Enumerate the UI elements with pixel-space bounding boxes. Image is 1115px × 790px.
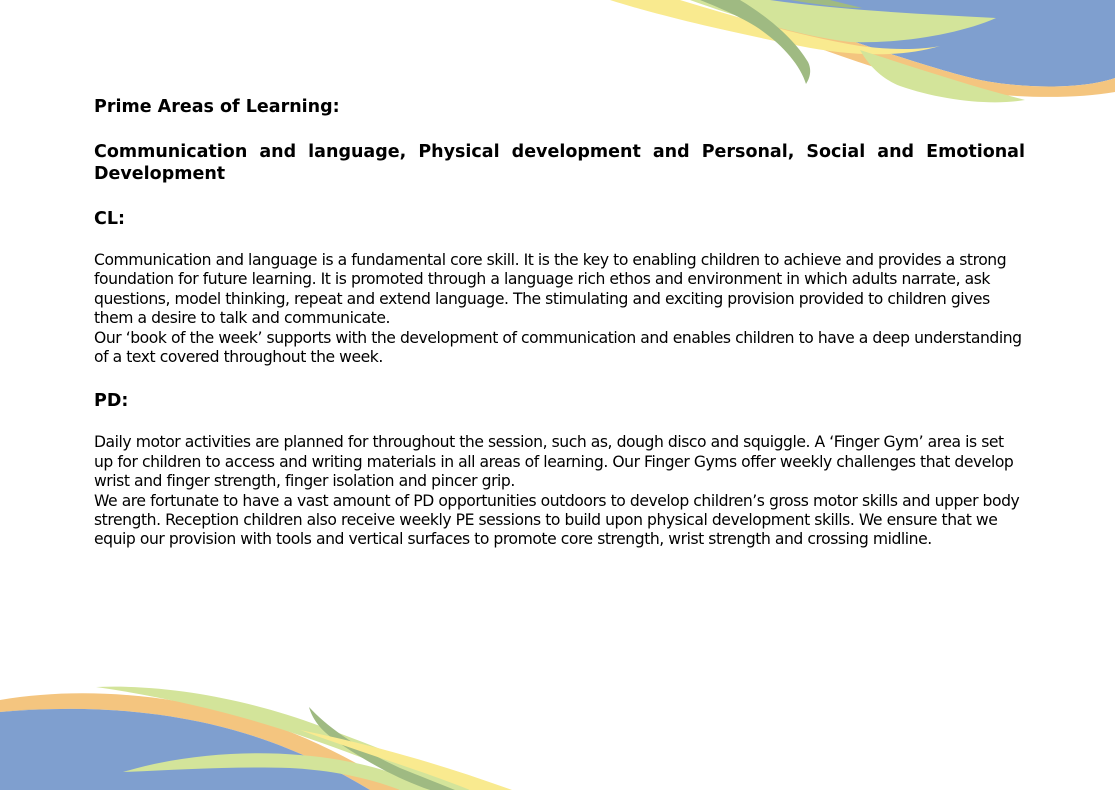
cl-paragraph-1: Communication and language is a fundamental core skill. It is the key to enabling children to achieve and provides a strong foundation for future learning. It is promoted through a language rich ethos and environment in which adults narrate, ask questions, model thinking, repeat and extend language. The stimulating and exciting provision provided to children gives them a desire to talk and communicate.	[94, 251, 1007, 328]
top-yellow-stroke	[610, 0, 940, 54]
top-right-swoosh	[610, 0, 1115, 102]
top-dark-green-stroke-2	[790, 0, 862, 8]
section-pd	[94, 390, 1025, 549]
bottom-light-green-stroke	[96, 687, 470, 790]
section-cl	[94, 208, 1025, 367]
page-subtitle: Communication and language, Physical development and Personal, Social and Emotional Development	[94, 142, 1025, 184]
bottom-light-green-stroke-2	[123, 753, 430, 790]
top-light-green-stroke	[690, 0, 996, 42]
bottom-orange-stroke	[0, 693, 400, 790]
top-blue-shape	[735, 0, 1115, 87]
page-title: Prime Areas of Learning:	[94, 97, 340, 117]
top-dark-green-stroke	[700, 0, 810, 84]
top-light-green-stroke-2	[860, 50, 1025, 102]
bottom-dark-green-stroke	[309, 707, 455, 790]
section-heading-pd: PD:	[94, 391, 129, 412]
bottom-blue-shape	[0, 709, 370, 790]
pd-paragraph-2: We are fortunate to have a vast amount of PD opportunities outdoors to develop children’s gross motor skills and upper body strength. Reception children also receive weekly PE sessions to build upon physical development skills. We ensure that we equip our provision with tools and vertical surfaces to promote core strength, wrist strength and crossing midline.	[94, 491, 1020, 549]
cl-paragraph-2: Our ‘book of the week’ supports with the development of communication and enables children to have a deep understanding of a text covered throughout the week.	[94, 328, 1022, 367]
document-body	[94, 96, 1025, 550]
bottom-left-swoosh	[0, 687, 512, 790]
top-orange-stroke	[700, 0, 1115, 97]
pd-paragraph-1: Daily motor activities are planned for throughout the session, such as, dough disco and squiggle. A ‘Finger Gym’ area is set up for children to access and writing materials in all areas of learning. Our Finger Gyms offer weekly challenges that develop wrist and finger strength, finger isolation and pincer grip.	[94, 433, 1014, 491]
bottom-yellow-stroke	[300, 730, 512, 790]
section-heading-cl: CL:	[94, 209, 125, 229]
